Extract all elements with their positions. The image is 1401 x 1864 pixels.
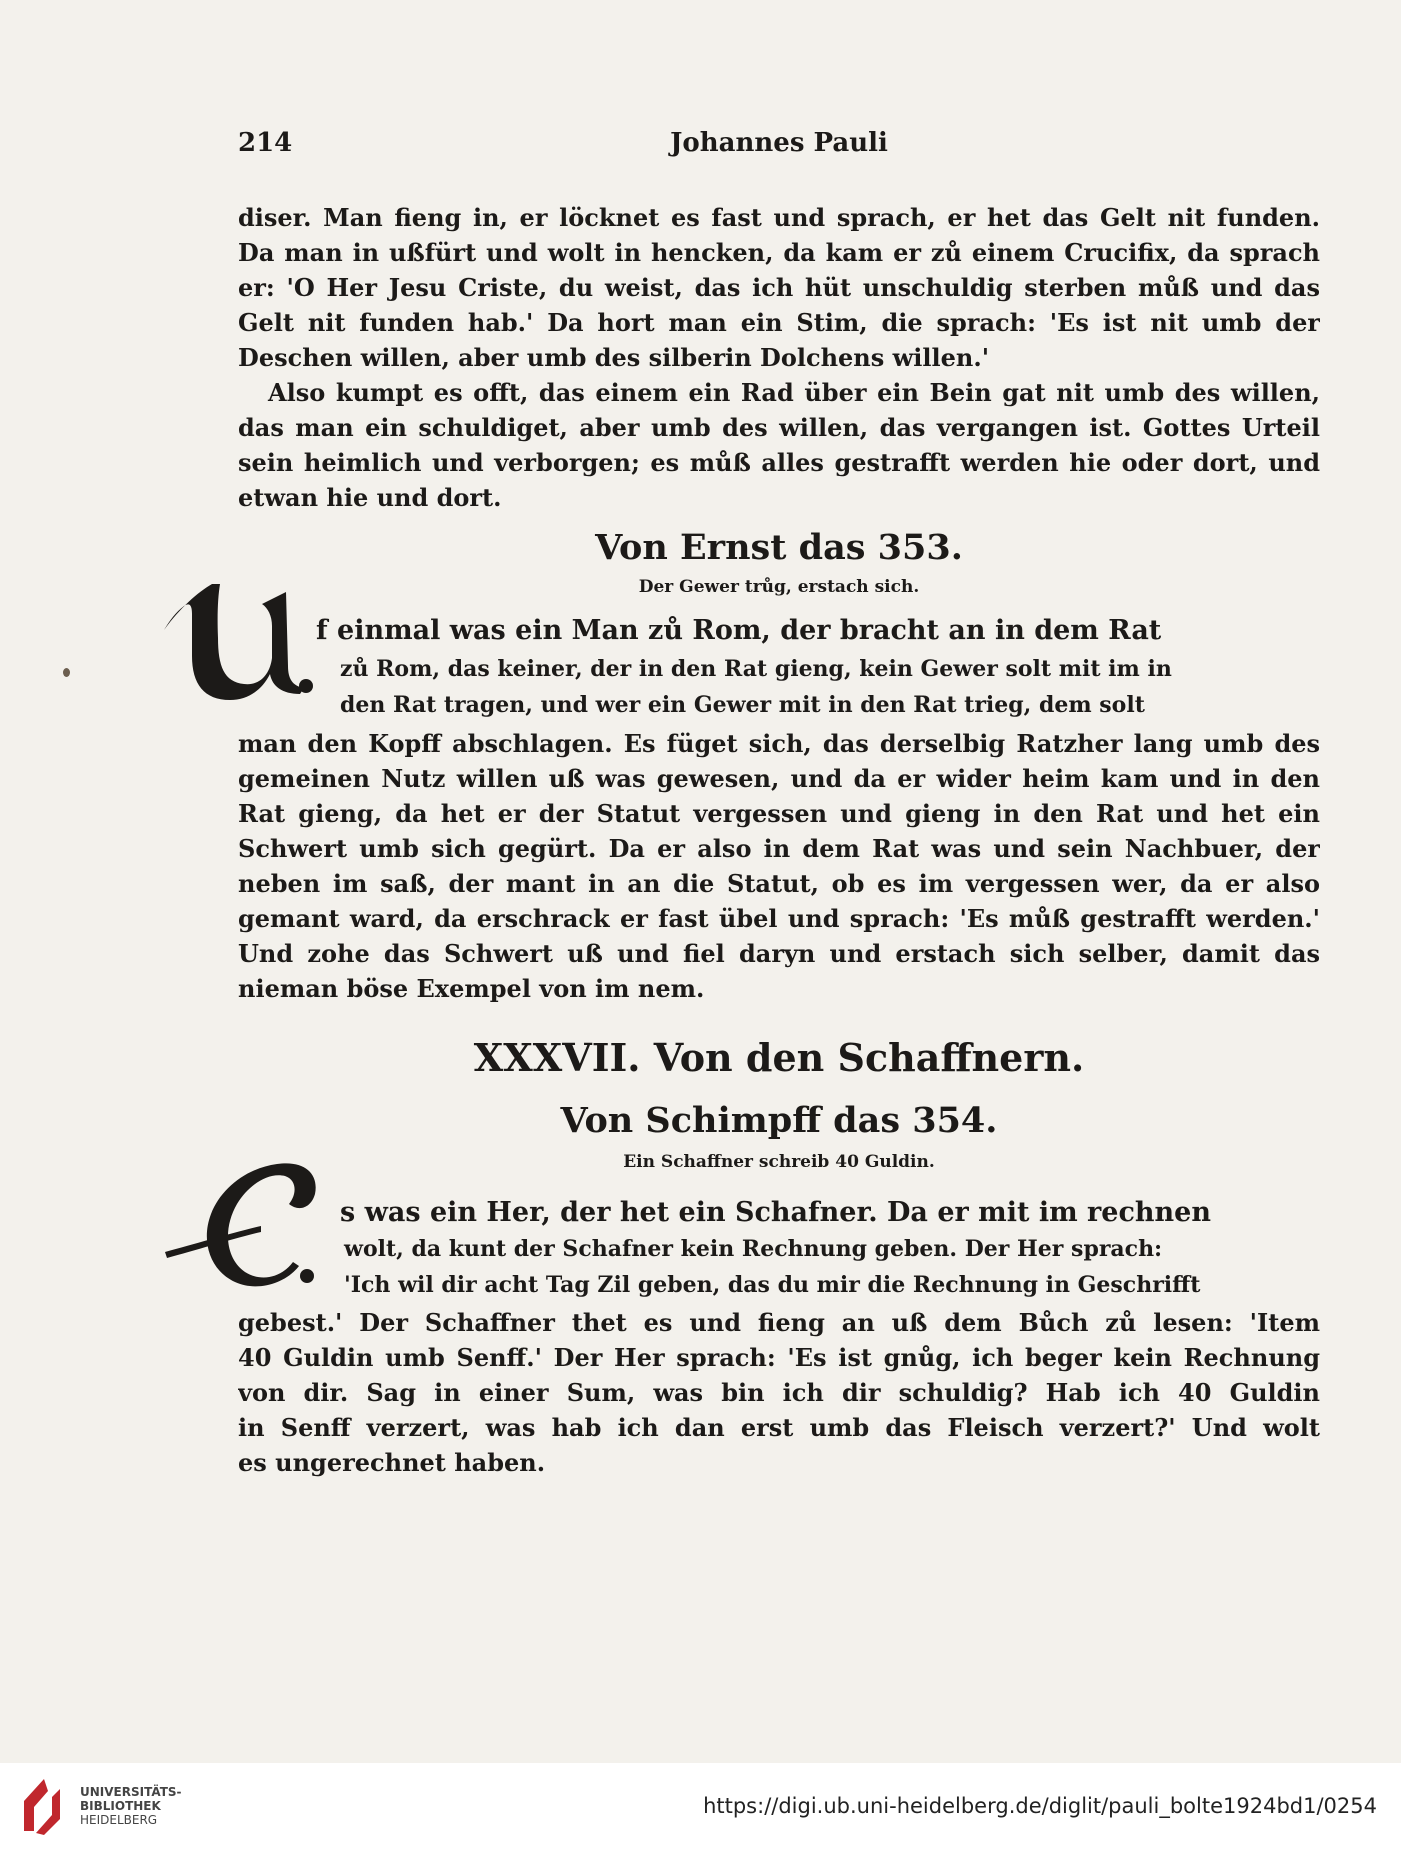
text-line: er: 'O Her Jesu Criste, du weist, das ich hüt unschuldig sterben můß und das [238,273,1320,302]
text-line: Schwert umb sich gegürt. Da er also in dem Rat was und sein Nachbuer, der [238,834,1320,863]
digitization-footer [0,1763,1401,1864]
story-354-title: Von Schimpff das 354. [560,1100,998,1141]
story-354-initial-line-1: s was ein Her, der het ein Schafner. Da er mit im rechnen [340,1197,1211,1228]
library-name-line-2: BIBLIOTHEK [80,1799,161,1813]
library-name-line-1: UNIVERSITÄTS- [80,1785,182,1799]
page-number: 214 [238,128,293,158]
intro-paragraph [238,200,1320,375]
text-line: von dir. Sag in einer Sum, was bin ich dir schuldig? Hab ich 40 Guldin [238,1378,1320,1407]
text-line: Und zohe das Schwert uß und fiel daryn und erstach sich selber, damit das [238,939,1320,968]
text-line: neben im saß, der mant in an die Statut, ob es im vergessen wer, da er also [238,869,1320,898]
running-title: Johannes Pauli [670,128,888,158]
story-354-body [238,1305,1320,1480]
drop-cap-e-icon [165,1160,335,1290]
text-line: etwan hie und dort. [238,483,502,512]
library-name [80,1785,182,1827]
text-line: es ungerechnet haben. [238,1448,546,1477]
chapter-title: XXXVII. Von den Schaffnern. [473,1035,1085,1080]
story-353-body [238,726,1320,1006]
story-353-initial-line-1: f einmal was ein Man zů Rom, der bracht an in dem Rat [316,615,1162,646]
text-line: in Senff verzert, was hab ich dan erst umb das Fleisch verzert?' Und wolt [238,1413,1320,1442]
story-353-subtitle: Der Gewer trůg, erstach sich. [638,577,920,597]
text-line: Rat gieng, da het er der Statut vergessen und gieng in den Rat und het ein [238,799,1320,828]
library-logo-icon [14,1775,70,1837]
text-line: 40 Guldin umb Senff.' Der Her sprach: 'Es ist gnůg, ich beger kein Rechnung [238,1343,1320,1372]
story-354-initial-line-3: 'Ich wil dir acht Tag Zil geben, das du mir die Rechnung in Geschrifft [344,1272,1201,1298]
moral-paragraph [238,375,1320,515]
source-url[interactable]: https://digi.ub.uni-heidelberg.de/diglit/pauli_bolte1924bd1/0254 [703,1794,1377,1818]
text-line: diser. Man fieng in, er löcknet es fast und sprach, er het das Gelt nit funden. [238,203,1320,232]
paper-speck [63,668,70,677]
text-line: Deschen willen, aber umb des silberin Dolchens willen.' [238,343,990,372]
text-line: gemant ward, da erschrack er fast übel und sprach: 'Es můß gestrafft werden.' [238,904,1320,933]
story-354-initial-line-2: wolt, da kunt der Schafner kein Rechnung geben. Der Her sprach: [344,1236,1163,1262]
text-line: das man ein schuldiget, aber umb des willen, das vergangen ist. Gottes Urteil [238,413,1320,442]
drop-cap-u-icon [160,578,320,706]
story-353-initial-line-2: zů Rom, das keiner, der in den Rat gieng, kein Gewer solt mit im in [340,656,1172,682]
story-353-initial-line-3: den Rat tragen, und wer ein Gewer mit in den Rat trieg, dem solt [340,692,1145,718]
text-line: gemeinen Nutz willen uß was gewesen, und da er wider heim kam und in den [238,764,1320,793]
text-line: Also kumpt es offt, das einem ein Rad über ein Bein gat nit umb des willen, [268,378,1320,407]
library-name-line-3: HEIDELBERG [80,1813,158,1827]
text-line: Gelt nit funden hab.' Da hort man ein Stim, die sprach: 'Es ist nit umb der [238,308,1320,337]
running-head [238,128,1320,164]
text-line: sein heimlich und verborgen; es můß alles gestrafft werden hie oder dort, und [238,448,1320,477]
story-354-subtitle: Ein Schaffner schreib 40 Guldin. [623,1152,935,1172]
text-line: man den Kopff abschlagen. Es füget sich, das derselbig Ratzher lang umb des [238,729,1320,758]
logo-mark [24,1779,60,1835]
text-line: nieman böse Exempel von im nem. [238,974,705,1003]
text-line: Da man in ußfürt und wolt in hencken, da kam er zů einem Crucifix, da sprach [238,238,1320,267]
text-line: gebest.' Der Schaffner thet es und fieng an uß dem Bůch zů lesen: 'Item [238,1308,1320,1337]
story-353-title: Von Ernst das 353. [595,527,963,568]
